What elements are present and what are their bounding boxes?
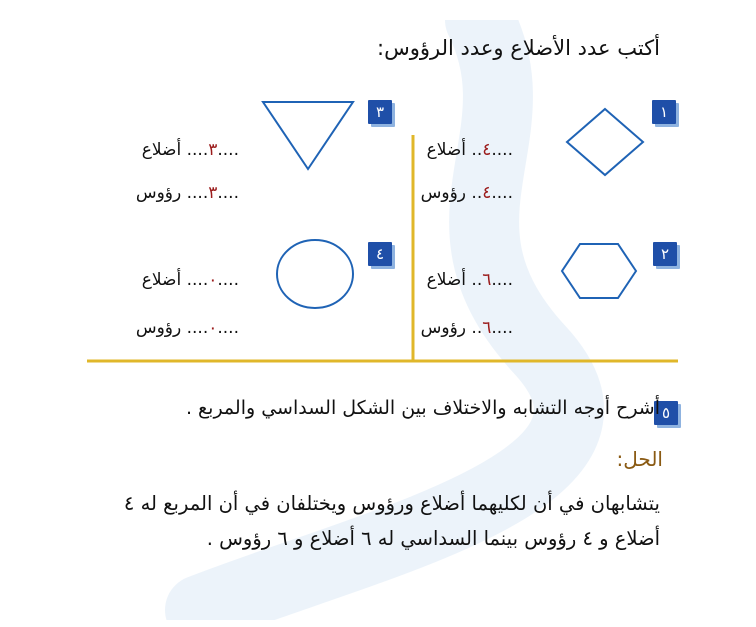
question-5-text: أشرح أوجه التشابه والاختلاف بين الشكل السداسي والمربع . bbox=[185, 397, 660, 419]
item-1-badge: ١ bbox=[652, 100, 676, 124]
rhombus-shape bbox=[560, 105, 650, 179]
item-4-badge: ٤ bbox=[368, 242, 392, 266]
item-1-vertices: ....٤.. رؤوس bbox=[420, 183, 513, 203]
answer-label: الحل: bbox=[616, 447, 663, 471]
hexagon-shape bbox=[556, 238, 642, 304]
page-title: أكتب عدد الأضلاع وعدد الرؤوس: bbox=[377, 36, 660, 60]
item-3-badge: ٣ bbox=[368, 100, 392, 124]
item-3-vertices: ....٣.... رؤوس bbox=[135, 183, 239, 203]
item-2-sides: ....٦.. أضلاع bbox=[426, 270, 513, 290]
item-3-sides: ....٣.... أضلاع bbox=[141, 140, 239, 160]
answer-text: يتشابهان في أن لكليهما أضلاع ورؤوس ويختلفان في أن المربع له ٤ أضلاع و ٤ رؤوس بينما السداسي له ٦ أضلاع و ٦ رؤوس . bbox=[123, 492, 660, 550]
item-4-sides: ....٠.... أضلاع bbox=[141, 270, 239, 290]
item-2-vertices: ....٦.. رؤوس bbox=[420, 318, 513, 338]
triangle-shape bbox=[258, 98, 358, 174]
circle-shape bbox=[272, 237, 358, 311]
item-2-badge: ٢ bbox=[653, 242, 677, 266]
item-1-sides: ....٤.. أضلاع bbox=[426, 140, 513, 160]
question-5-badge: ٥ bbox=[654, 401, 678, 425]
item-4-vertices: ....٠.... رؤوس bbox=[135, 318, 239, 338]
